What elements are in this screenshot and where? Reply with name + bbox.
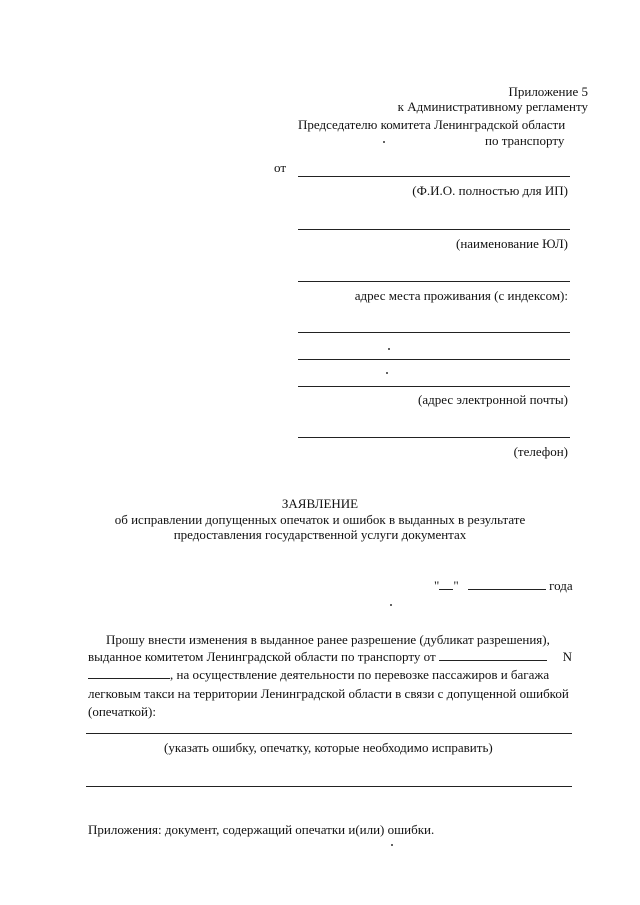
org-name-label: (наименование ЮЛ) (456, 236, 568, 251)
permit-number-field[interactable] (88, 667, 170, 679)
date-day-field[interactable] (439, 578, 453, 590)
body-line-5: (опечаткой): (88, 704, 156, 719)
body-line-2-text: выданное комитетом Ленинградской области по транспорту от (88, 649, 436, 664)
email-line[interactable] (298, 386, 570, 387)
attachments-text: Приложения: документ, содержащий опечатки и(или) ошибки. (88, 822, 435, 837)
body-line-4: легковым такси на территории Ленинградской области в связи с допущенной ошибкой (88, 686, 569, 701)
fio-line[interactable] (298, 176, 570, 177)
scan-speck (386, 372, 388, 374)
scan-speck (383, 141, 385, 143)
scan-speck (388, 348, 390, 350)
email-label: (адрес электронной почты) (418, 392, 568, 407)
error-description-line-2[interactable] (86, 786, 572, 787)
address-line-1[interactable] (298, 332, 570, 333)
scan-speck (390, 604, 392, 606)
org-name-line[interactable] (298, 229, 570, 230)
address-line-top[interactable] (298, 281, 570, 282)
phone-label: (телефон) (513, 444, 568, 459)
body-line-2 (88, 649, 572, 665)
quote-close: " (453, 578, 459, 593)
document-subtitle-2: предоставления государственной услуги документах (173, 527, 467, 542)
phone-line[interactable] (298, 437, 570, 438)
document-title: ЗАЯВЛЕНИЕ (281, 496, 359, 511)
error-description-line[interactable] (86, 733, 572, 734)
number-sign: N (562, 649, 572, 664)
from-label: от (274, 160, 287, 175)
year-word: года (549, 578, 573, 593)
date-line (434, 578, 573, 594)
appendix-number: Приложение 5 (508, 84, 588, 99)
document-subtitle-1: об исправлении допущенных опечаток и ошибок в выданных в результате (114, 512, 526, 527)
addressee-line-2: по транспорту (485, 133, 565, 148)
addressee-line-1: Председателю комитета Ленинградской области (298, 117, 566, 132)
body-line-3-text: , на осуществление деятельности по перевозке пассажиров и багажа (170, 667, 550, 682)
scan-speck (391, 844, 393, 846)
date-month-field[interactable] (468, 578, 546, 590)
quote-open: " (434, 578, 440, 593)
error-description-label: (указать ошибку, опечатку, которые необходимо исправить) (164, 740, 493, 755)
fio-label: (Ф.И.О. полностью для ИП) (412, 183, 568, 198)
address-line-2[interactable] (298, 359, 570, 360)
body-line-1: Прошу внести изменения в выданное ранее разрешение (дубликат разрешения), (106, 632, 550, 647)
body-line-3 (88, 667, 572, 683)
address-label: адрес места проживания (с индексом): (354, 288, 568, 303)
regulation-reference: к Административному регламенту (397, 99, 588, 114)
issue-date-field[interactable] (439, 649, 547, 661)
